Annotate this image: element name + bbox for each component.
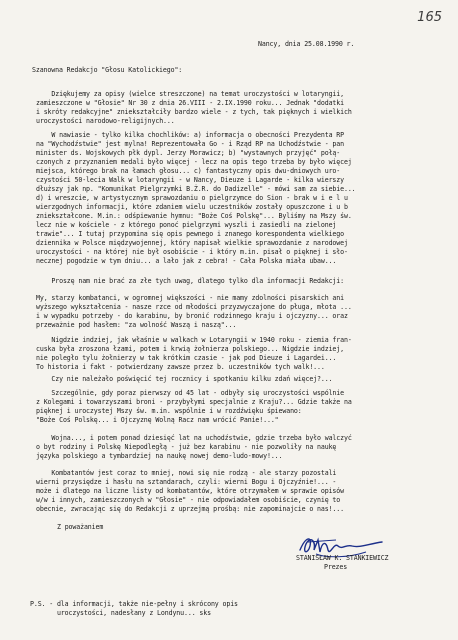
- page-number: 165: [417, 10, 442, 25]
- date-line: Nancy, dnia 25.08.1990 r.: [258, 40, 355, 48]
- closing-phrase: Z poważaniem: [57, 523, 104, 531]
- paragraph-request-line: Proszę nam nie brać za złe tych uwag, dlatego tylko dla informacji Redakcji:: [36, 277, 344, 285]
- paragraph-lorraine-line: nie poległo tylu żołnierzy w tak krótkim czasie - jak pod Dieuze i Lagardei...: [36, 354, 337, 362]
- postscript-line: uroczystości, nadesłany z Londynu... sks: [30, 609, 211, 617]
- paragraph-veterans-line: wyższego wykształcenia - nasze rzce od młodości przyzwyczajone do pługa, młota ...: [36, 303, 352, 311]
- paragraph-notes-line: lecz nie w kościele - z którego ponoć pielgrzymi wyszli i zasiedli na zielonej: [36, 221, 337, 229]
- paragraph-ceremony-line: Szczególnie, gdy poraz pierwszy od 45 lat - odbyły się uroczystości wspólnie: [36, 389, 344, 397]
- paragraph-intro-line: Dziękujemy za opisy (wielce streszczone) na temat uroczystości w lotaryngii,: [36, 90, 344, 98]
- paragraph-closing-line: w/w i innych, zamieszczonych w "Głosie" - nie odpowiadałem osobiście, czynię to: [36, 496, 341, 504]
- paragraph-veterans-line: przeważnie pod hasłem: "za wolność Waszą i naszą"...: [36, 321, 237, 329]
- paragraph-closing-line: może i dlatego na liczne listy od kombatantów, które otrzymałem w sprawie opisów: [36, 487, 344, 495]
- paragraph-notes-line: d) i wreszcie, w artystycznym sprawozdaniu o pielgrzymce do Sion - brak w i e l u: [36, 194, 348, 202]
- paragraph-notes-line: na "Wychodźstwie" jest mylna! Reprezentowała Go - i Rząd RP na Uchodźstwie - pan: [36, 140, 344, 148]
- signatory-name: STANISŁAW K. STANKIEWICZ: [296, 554, 389, 562]
- salutation: Szanowna Redakcjo "Głosu Katolickiego":: [32, 66, 183, 74]
- paragraph-veterans-line: My, starzy kombatanci, w ogromnej większości - nie mamy zdolności pisarskich ani: [36, 294, 344, 302]
- paragraph-closing-line: obecnie, zwracając się do Redakcji z uprzejmą prośbą: nie zapominajcie o nas!...: [36, 505, 344, 513]
- paragraph-intro-line: zamieszczone w "Głosie" Nr 30 z dnia 26.VIII - 2.IX.1990 roku... Jednak "dodatki: [36, 99, 344, 107]
- signature-block: [236, 532, 456, 588]
- paragraph-intro-line: i skróty redakcyjne" zniekształciły bardzo wiele - z tych, tak pięknych i wielkich: [36, 108, 352, 116]
- paragraph-lorraine-line: cuska była zroszona łzami, potem i krwią żołnierza polskiego... Nigdzie indziej,: [36, 345, 344, 353]
- paragraph-ceremony-line: "Boże Coś Polskę... i Ojczyznę Wolną Racz nam wrócić Panie!...": [36, 416, 279, 424]
- paragraph-notes-line: dziennika w Polsce międzywojennej, który napisał wielkie sprawozdanie z narodowej: [36, 239, 348, 247]
- paragraph-notes-line: W nawiasie - tylko kilka chochlików: a) informacja o obecności Prezydenta RP: [36, 131, 344, 139]
- paragraph-closing-line: wierni przysiędze i hasłu na sztandarach, czyli: wierni Bogu i Ojczyźnie!... -: [36, 478, 337, 486]
- paragraph-notes-line: czystości 50-lecia Walk w lotaryngii - w Nancy, Dieuze i Lagarde - kilka wierszy: [36, 176, 344, 184]
- paragraph-veterans-line: i w wypadku potrzeby - do karabinu, by bronić rodzinnego kraju i ojczyzny... oraz: [36, 312, 348, 320]
- paragraph-closing-line: Kombatantów jest coraz to mniej, nowi się nie rodzą - ale starzy pozostali: [36, 469, 337, 477]
- paragraph-war-line: Wojna..., i potem ponad dziesięć lat na uchodźstwie, gdzie trzeba było walczyć: [36, 434, 352, 442]
- paragraph-notes-line: uroczystości - na której nie był osobiście - i który m.in. pisał o pięknej i sło-: [36, 248, 348, 256]
- paragraph-notes-line: czonych z przyznaniem medali było więcej - lecz na opis tego trzeba by było więcej: [36, 158, 352, 166]
- paragraph-lorraine-line: To historia i fakt - potwierdzany zawsze przez b. uczestników tych walk!...: [36, 363, 325, 371]
- paragraph-notes-line: wierzgodnych informacji, które zdaniem wielu uczestników zostały opuszczone i u b: [36, 203, 348, 211]
- signatory-role: Prezes: [324, 563, 348, 571]
- paragraph-question-line: Czy nie należało poświęcić tej rocznicy i spotkaniu kilku zdań więcej?...: [36, 375, 333, 383]
- paragraph-ceremony-line: z Kolegami i towarzyszami broni - przybyłymi specjalnie z Kraju?... Gdzie także na: [36, 398, 352, 406]
- paragraph-war-line: o byt rodziny i Polskę Niepodległą - już bez karabinu - nie pozwoliły na naukę: [36, 443, 337, 451]
- paragraph-ceremony-line: pięknej i uroczystej Mszy św. m.in. wspólnie i w rozdźwięku śpiewano:: [36, 407, 302, 415]
- paragraph-lorraine-line: Nigdzie indziej, jak właśnie w walkach w Lotaryngii w 1940 roku - ziemia fran-: [36, 336, 352, 344]
- postscript-line: P.S. - dla informacji, także nie-pełny i skrócony opis: [30, 600, 238, 608]
- paragraph-intro-line: uroczystości narodowo-religijnych...: [36, 117, 175, 125]
- paragraph-war-line: języka polskiego a tymbardziej na naukę nowej demo-ludo-mowy!...: [36, 452, 283, 460]
- paragraph-notes-line: minister ds. Wojskowych płk dypl. Jerzy Morawicz; b) "wystawnych przyjęć" połą-: [36, 149, 341, 157]
- paragraph-notes-line: miejsca, którego brak na łamach głosu... c) fantastyczny opis dwu-dniowych uro-: [36, 167, 341, 175]
- paragraph-notes-line: dłuższy jak np. "Komunikat Pielgrzymki B.Ż.R. do Dadizelle" - mówi sam za siebie...: [36, 185, 356, 193]
- paragraph-notes-line: trawie"... I tutaj przypomina się opis pewnego i znanego korespondenta wielkiego: [36, 230, 344, 238]
- paragraph-notes-line: zniekształcone. M.in.: odśpiewanie hymnu: "Boże Coś Polskę"... Byliśmy na Mszy św.: [36, 212, 352, 220]
- paragraph-notes-line: necznej pogodzie w tym dniu... a lało jak z cebra! - Cała Polska miała ubaw...: [36, 257, 337, 265]
